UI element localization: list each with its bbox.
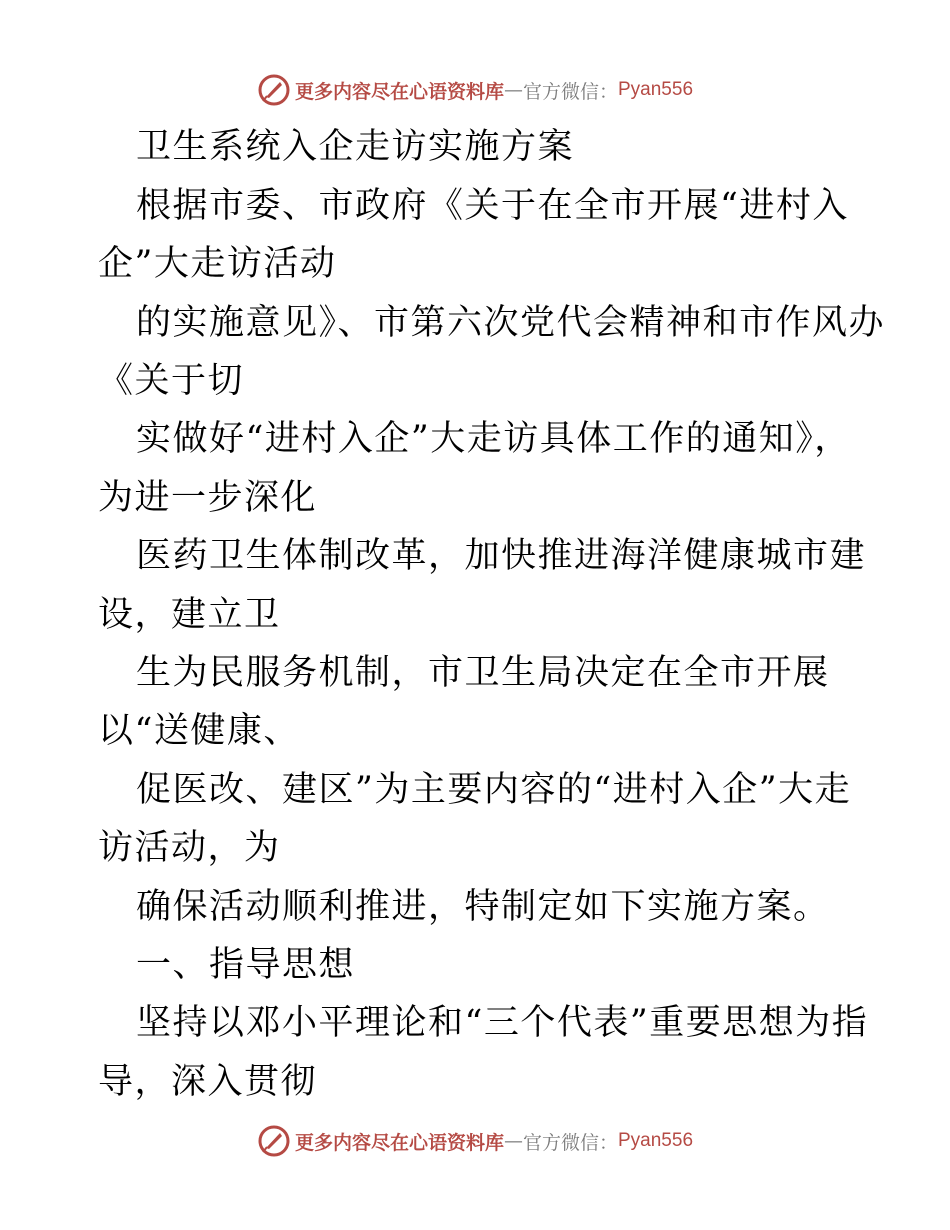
paragraph-line: 坚持以邓小平理论和“三个代表”重要思想为指 bbox=[136, 1003, 869, 1043]
paragraph-line: 设，建立卫 bbox=[98, 595, 281, 635]
paragraph-line: 的实施意见》、市第六次党代会精神和市作风办 bbox=[136, 303, 886, 343]
paragraph-line: 导，深入贯彻 bbox=[98, 1062, 318, 1102]
paragraph-line: 企”大走访活动 bbox=[98, 244, 337, 284]
paragraph-line: 以“送健康、 bbox=[98, 711, 300, 751]
paragraph-line: 《关于切 bbox=[98, 361, 245, 401]
quill-logo-icon bbox=[257, 1124, 291, 1158]
paragraph-line: 医药卫生体制改革，加快推进海洋健康城市建 bbox=[136, 536, 867, 576]
wechat-label: 官方微信： bbox=[522, 80, 618, 103]
paragraph-line: 促医改、建区”为主要内容的“进村入企”大走 bbox=[136, 770, 852, 810]
paragraph-line: 为进一步深化 bbox=[98, 478, 318, 518]
section-heading: 一、指导思想 bbox=[136, 945, 356, 985]
paragraph-line: 生为民服务机制，市卫生局决定在全市开展 bbox=[136, 653, 830, 693]
document-title: 卫生系统入企走访实施方案 bbox=[136, 127, 575, 167]
banner-dash: — bbox=[503, 1130, 523, 1152]
wechat-label: 官方微信： bbox=[522, 1131, 618, 1154]
paragraph-line: 访活动，为 bbox=[98, 828, 281, 868]
wechat-handle: Pyan556 bbox=[618, 1130, 694, 1151]
paragraph-line: 实做好“进村入企”大走访具体工作的通知》， bbox=[136, 419, 851, 459]
paragraph-line: 根据市委、市政府《关于在全市开展“进村入 bbox=[136, 186, 849, 226]
footer-banner bbox=[0, 1121, 950, 1161]
site-name: 更多内容尽在心语资料库 bbox=[294, 80, 504, 103]
paragraph-line: 确保活动顺利推进，特制定如下实施方案。 bbox=[136, 887, 830, 927]
wechat-handle: Pyan556 bbox=[618, 79, 694, 100]
banner-dash: — bbox=[503, 79, 523, 101]
site-name: 更多内容尽在心语资料库 bbox=[294, 1131, 504, 1154]
